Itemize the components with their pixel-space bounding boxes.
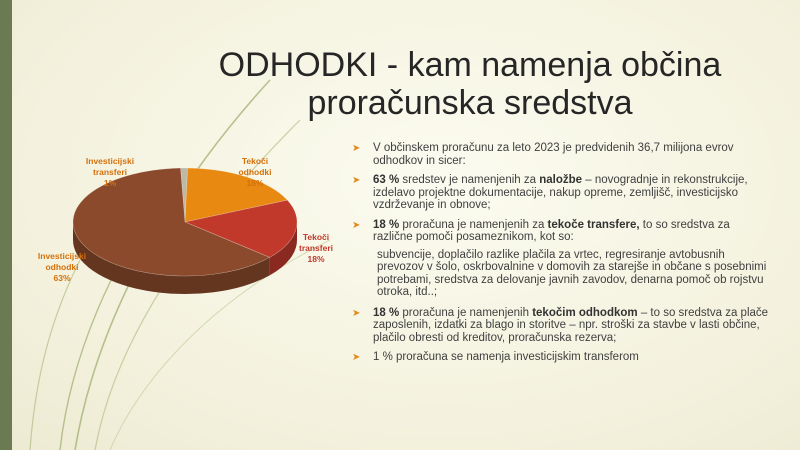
label-investicijski-odhodki-name1: Investicijski	[37, 251, 87, 261]
label-tekoci-odhodki-value: 18%	[246, 178, 264, 188]
label-tekoci-transferi-name1: Tekoči	[302, 232, 330, 242]
arrow-bullet-icon: ➤	[352, 143, 361, 154]
bullet-intro-text: V občinskem proračunu za leto 2023 je predvidenih 36,7 milijona evrov odhodkov in sicer:	[373, 142, 734, 167]
arrow-bullet-icon: ➤	[352, 352, 361, 363]
bullet-to-bold: tekočim odhodkom	[532, 306, 638, 319]
bullet-list	[352, 142, 772, 371]
bullet-nalozbe-pct: 63 %	[373, 174, 400, 186]
title-line-2: proračunska sredstva	[307, 84, 633, 122]
label-tekoci-odhodki-name2: odhodki	[238, 167, 272, 177]
bullet-to-mid: proračuna je namenjenih	[399, 306, 533, 319]
bullet-tekoci-transferi	[352, 219, 772, 244]
label-tekoci-transferi-name2: transferi	[298, 243, 334, 253]
bullet-to-pct: 18 %	[373, 306, 400, 319]
bullet-nalozbe	[352, 174, 772, 212]
bullet-to-rest: – to so sredstva za plače zaposlenih, izdatki za blago in storitve – npr. stroški za stavbe v lasti občine, plačilo obresti od kreditov, proračunska rezerva;	[373, 306, 769, 344]
arrow-bullet-icon: ➤	[352, 175, 361, 186]
bullet-nalozbe-rest: – novogradnje in rekonstrukcije, izdelavo projektne dokumentacije, nakup opreme, zemljišč, investicijsko vzdrževanje in obnove;	[373, 174, 748, 211]
label-investicijski-odhodki-value: 63%	[53, 273, 71, 283]
bullet-nalozbe-mid: sredstev je namenjenih za	[399, 174, 540, 186]
bullet-tt-mid: proračuna je namenjenih za	[399, 218, 548, 231]
arrow-bullet-icon: ➤	[352, 219, 361, 231]
label-investicijski-transferi-name2: transferi	[92, 167, 128, 177]
bullet-it-text: 1 % proračuna se namenja investicijskim transferom	[373, 351, 639, 363]
arrow-bullet-icon: ➤	[352, 307, 361, 319]
sub-bullet-pomoci-text: subvencije, doplačilo razlike plačila za vrtec, regresiranje avtobusnih prevozov v šolo, oskrbovalnine v domovih za starejše in občane s posebnimi potrebami, sredstva za delovanje javnih zavodov, denarna pomoč ob rojstvu otroka, itd..;	[377, 248, 767, 298]
bullet-tt-bold: tekoče transfere,	[547, 218, 640, 231]
title-line-1: ODHODKI - kam namenja občina	[218, 46, 722, 84]
sub-bullet-pomoci	[352, 249, 772, 299]
bullet-nalozbe-bold: naložbe	[539, 174, 583, 186]
label-investicijski-transferi-name1: Investicijski	[85, 156, 135, 166]
label-tekoci-transferi-value: 18%	[307, 254, 325, 264]
page-title	[190, 46, 750, 122]
label-investicijski-odhodki-name2: odhodki	[45, 262, 79, 272]
bullet-tt-rest: to so sredstva za različne pomoči posameznikom, kot so:	[373, 218, 730, 243]
pie-chart	[30, 140, 350, 320]
bullet-intro	[352, 142, 772, 167]
label-tekoci-odhodki-name1: Tekoči	[241, 156, 269, 166]
bullet-tekoci-odhodki	[352, 307, 772, 345]
label-investicijski-transferi-value: 1%	[103, 178, 117, 188]
bullet-tt-pct: 18 %	[373, 218, 400, 231]
bullet-investicijski-transferi	[352, 351, 772, 364]
